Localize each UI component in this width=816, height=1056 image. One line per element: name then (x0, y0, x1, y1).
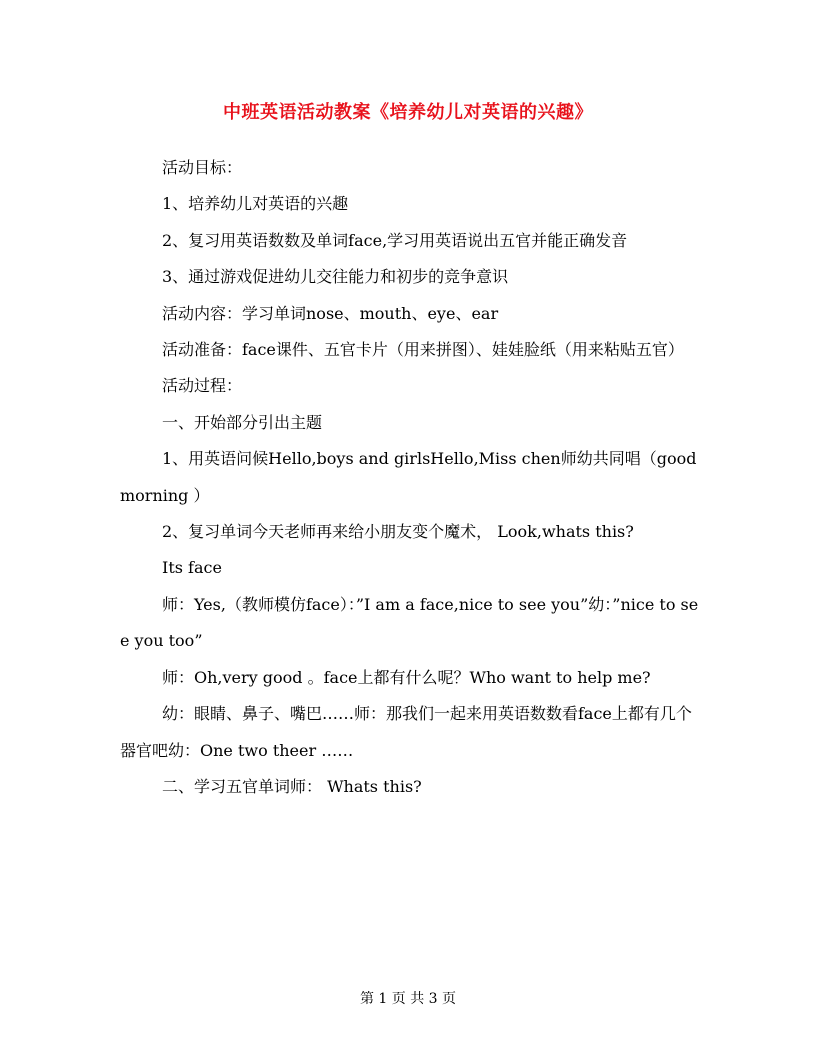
document-body (120, 150, 700, 805)
paragraph: 师：Oh,very good 。face上都有什么呢？Who want to help me? (162, 667, 651, 687)
document-title: 中班英语活动教案《培养幼儿对英语的兴趣》 (223, 102, 593, 123)
paragraph: 3、通过游戏促进幼儿交往能力和初步的竞争意识 (162, 267, 509, 287)
paragraph: Its face (162, 558, 222, 578)
paragraph: 1、用英语问候Hello,boys and girlsHello,Miss chen师幼共同唱（good morning ） (120, 449, 697, 505)
paragraph: 师：Yes,（教师模仿face）：”I am a face,nice to see you”幼：”nice to see you too” (120, 594, 699, 651)
paragraph: 活动过程： (162, 376, 243, 396)
paragraph: 2、复习单词今天老师再来给小朋友变个魔术， Look,whats this? (162, 522, 634, 542)
paragraph: 1、培养幼儿对英语的兴趣 (162, 194, 349, 214)
paragraph: 活动目标： (162, 158, 243, 177)
page-footer: 第 1 页 共 3 页 (359, 991, 457, 1007)
paragraph: 幼：眼睛、鼻子、嘴巴……师：那我们一起来用英语数数看face上都有几个器官吧幼：One two theer …… (120, 704, 692, 760)
paragraph: 二、学习五官单词师： Whats this? (162, 776, 422, 796)
paragraph: 2、复习用英语数数及单词face,学习用英语说出五官并能正确发音 (162, 230, 628, 250)
paragraph: 一、开始部分引出主题 (162, 412, 323, 432)
paragraph: 活动内容：学习单词nose、mouth、eye、ear (162, 303, 499, 323)
paragraph: 活动准备：face课件、五官卡片（用来拼图）、娃娃脸纸（用来粘贴五官） (162, 340, 684, 360)
